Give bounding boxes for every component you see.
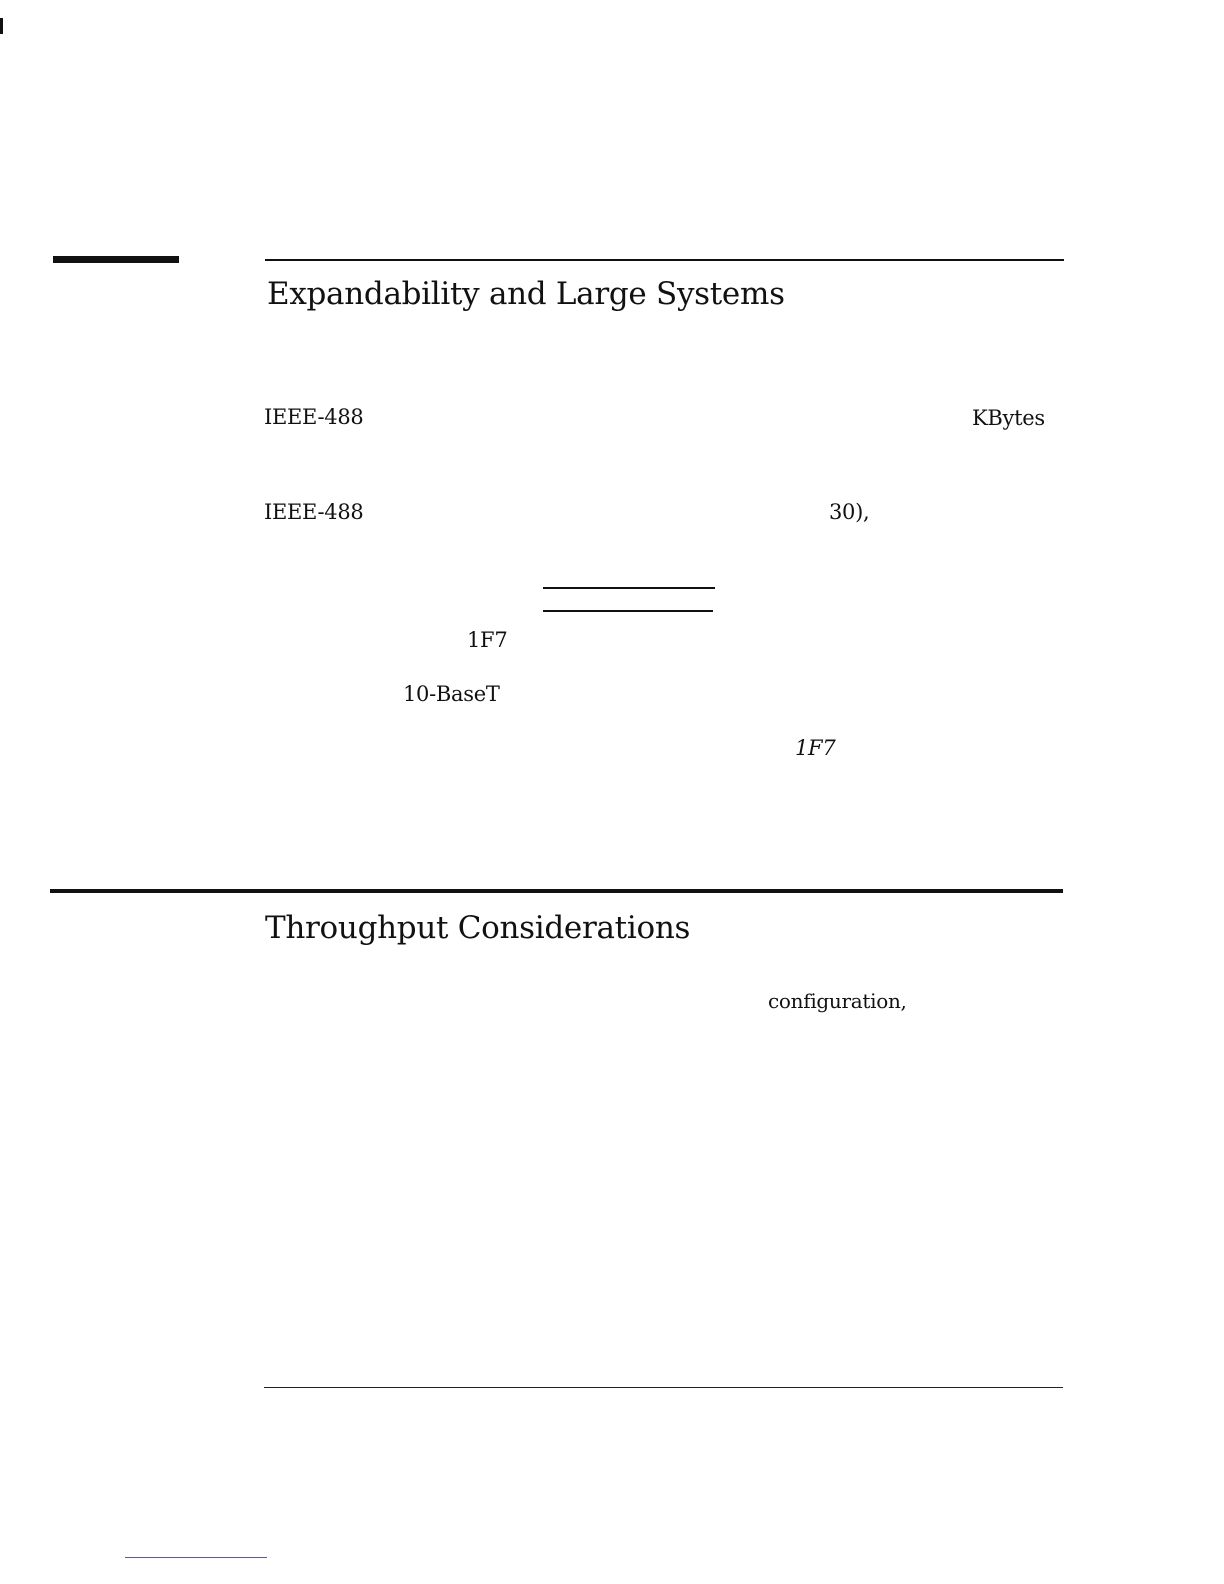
text-ieee-488-second: IEEE-488: [264, 500, 364, 524]
blank-underline-bottom: [543, 610, 713, 612]
text-configuration: configuration,: [768, 989, 907, 1013]
section-title-throughput: Throughput Considerations: [265, 910, 691, 946]
text-option-1f7: 1F7: [467, 628, 508, 652]
blank-underline-top: [543, 587, 715, 589]
text-ieee-488-first: IEEE-488: [264, 405, 364, 429]
text-option-1f7-italic: 1F7: [795, 736, 836, 760]
section-title-expandability: Expandability and Large Systems: [267, 276, 785, 312]
text-kbytes: KBytes: [972, 406, 1045, 430]
section-rule: [265, 259, 1064, 261]
page-edge-mark: [0, 18, 3, 34]
section-rule: [50, 889, 1063, 893]
section-tab-marker: [53, 256, 179, 263]
text-10-baset: 10-BaseT: [403, 682, 500, 706]
text-30-paren: 30),: [829, 500, 870, 524]
footer-link-underline[interactable]: [125, 1557, 267, 1558]
page-bottom-rule: [264, 1387, 1063, 1388]
